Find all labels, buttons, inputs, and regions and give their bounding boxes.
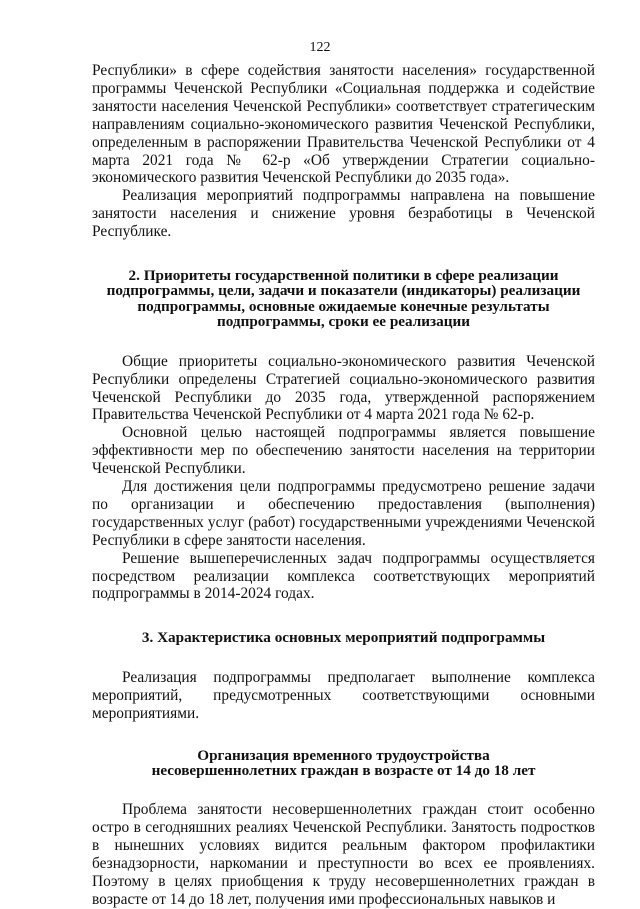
page-content bbox=[92, 62, 595, 909]
subsection-heading-line: несовершеннолетних граждан в возрасте от 14 до 18 лет bbox=[151, 761, 536, 779]
section-2-heading-line: подпрограммы, основные ожидаемые конечные результаты bbox=[137, 297, 550, 315]
intro-paragraph-1: Республики» в сфере содействия занятости населения» государственной программы Чеченской Республики «Социальная поддержка и содействие занятости населения Чеченской Республики» соответствует стратегическим направлениям социально-экономического развития Чеченской Республики, определенным в распоряжении Правительства Чеченской Республики от 4 марта 2021 года № 62-р «Об утверждении Стратегии социально-экономического развития Чеченской Республики до 2035 года». bbox=[92, 62, 595, 187]
section-3-heading: 3. Характеристика основных мероприятий подпрограммы bbox=[141, 629, 546, 647]
subsection-heading bbox=[92, 748, 595, 779]
section-2-paragraph-1: Общие приоритеты социально-экономического развития Чеченской Республики определены Стратегией социально-экономического развития Чеченской Республики до 2035 года, утвержденной распоряжением Правительства Чеченской Республики от 4 марта 2021 года № 62-р. bbox=[92, 352, 595, 424]
section-2-paragraph-2: Основной целью настоящей подпрограммы является повышение эффективности мер по обеспечению занятости населения на территории Чеченской Республики. bbox=[92, 424, 595, 478]
section-3-paragraph-1: Реализация подпрограммы предполагает выполнение комплекса мероприятий, предусмотренных соответствующими основными мероприятиями. bbox=[92, 668, 595, 722]
section-2-paragraph-3: Для достижения цели подпрограммы предусмотрено решение задачи по организации и обеспечению предоставления (выполнения) государственных услуг (работ) государственными учреждениями Чеченской Республики в сфере занятости населения. bbox=[92, 478, 595, 549]
section-2-heading-line: подпрограммы, цели, задачи и показатели (индикаторы) реализации bbox=[106, 282, 581, 300]
subsection-heading-line: Организация временного трудоустройства bbox=[197, 746, 490, 764]
page-number: 122 bbox=[309, 40, 331, 55]
section-2-heading-line: подпрограммы, сроки ее реализации bbox=[217, 313, 470, 331]
intro-paragraph-2: Реализация мероприятий подпрограммы направлена на повышение занятости населения и снижение уровня безработицы в Чеченской Республике. bbox=[92, 187, 595, 241]
section-2-paragraph-4: Решение вышеперечисленных задач подпрограммы осуществляется посредством реализации комплекса соответствующих мероприятий подпрограммы в 2014-2024 годах. bbox=[92, 549, 595, 603]
subsection-paragraph-1: Проблема занятости несовершеннолетних граждан стоит особенно остро в сегодняшних реалиях Чеченской Республики. Занятость подростков в нынешних условиях видится реальным фактором профилактики безнадзорности, наркомании и преступности во всех ее проявлениях. Поэтому в целях приобщения к труду несовершеннолетних граждан в возрасте от 14 до 18 лет, получения ими профессиональных навыков и bbox=[92, 801, 595, 908]
section-2-heading bbox=[92, 268, 595, 330]
section-2-heading-line: 2. Приоритеты государственной политики в сфере реализации bbox=[128, 267, 559, 285]
